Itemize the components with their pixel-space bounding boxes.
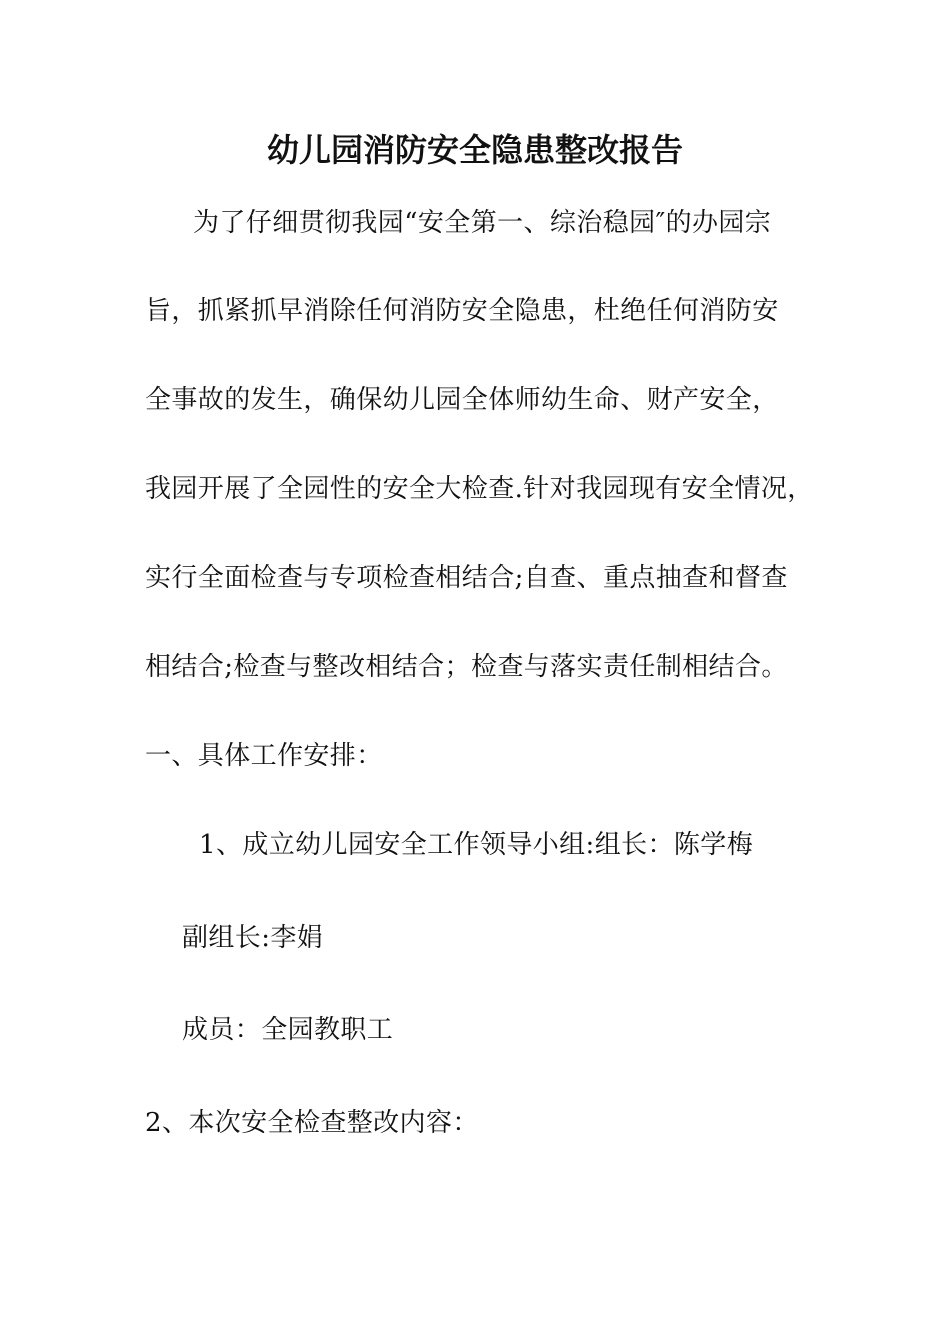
body-line-6: 相结合;检查与整改相结合；检查与落实责任制相结合。 [145, 652, 788, 682]
item-2: 2、本次安全检查整改内容： [145, 1108, 479, 1138]
body-line-1: 为了仔细贯彻我园“安全第一、综治稳园″的办园宗 [193, 208, 772, 238]
item-1: 1、成立幼儿园安全工作领导小组:组长：陈学梅 [199, 830, 754, 860]
body-line-2: 旨，抓紧抓早消除任何消防安全隐患，杜绝任何消防安 [145, 296, 779, 326]
item-1-deputy: 副组长:李娟 [182, 923, 324, 953]
section-heading-1: 一、具体工作安排： [145, 741, 383, 771]
document-title: 幼儿园消防安全隐患整改报告 [266, 131, 683, 169]
body-line-5: 实行全面检查与专项检查相结合;自查、重点抽查和督查 [145, 563, 788, 593]
item-1-members: 成员：全园教职工 [182, 1015, 394, 1045]
body-line-3: 全事故的发生，确保幼儿园全体师幼生命、财产安全， [145, 385, 779, 415]
body-line-4: 我园开展了全园性的安全大检查.针对我园现有安全情况， [145, 474, 814, 504]
